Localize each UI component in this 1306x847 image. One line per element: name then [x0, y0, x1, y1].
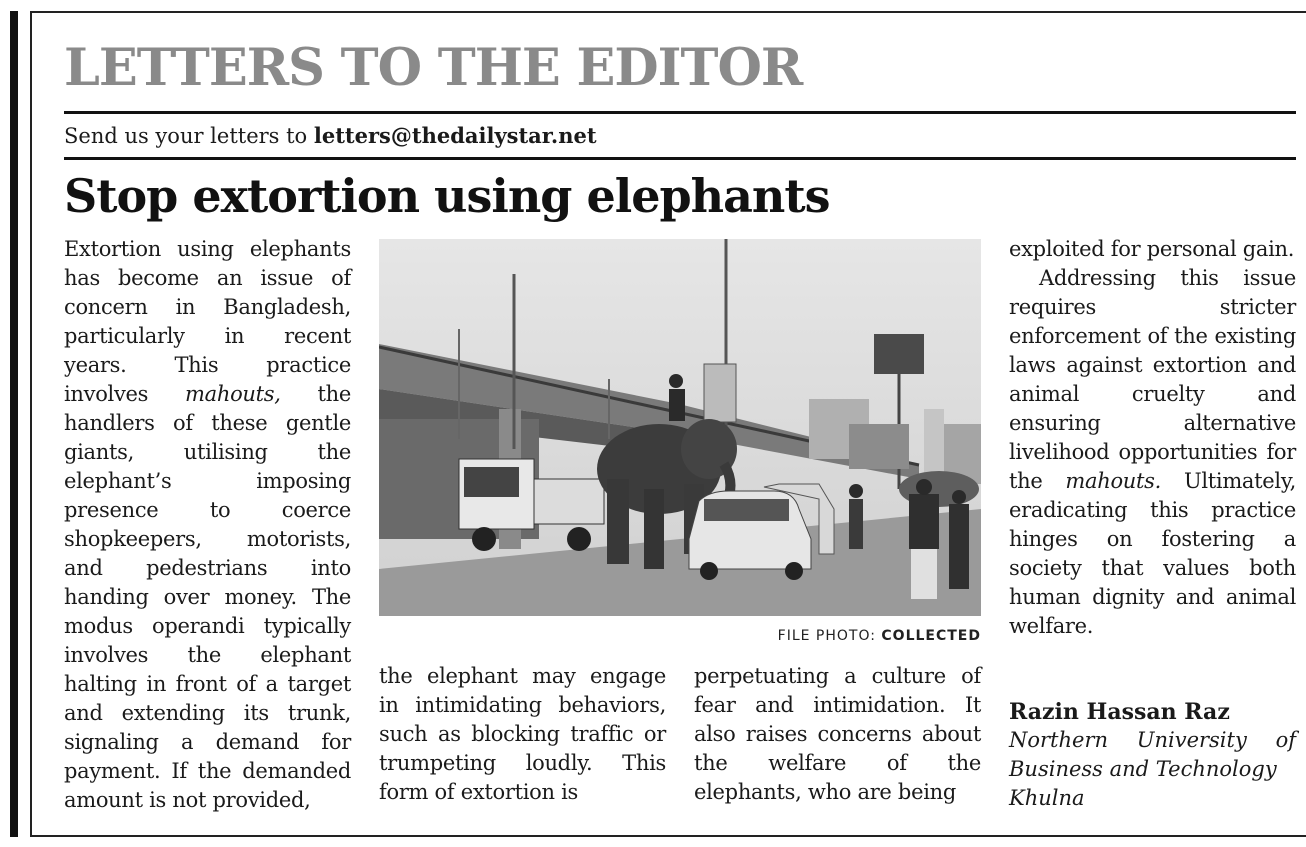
- col5-text-b: Ultimately, eradicating this practice hinges on fostering a society that values both human dignity and animal welfare.: [1009, 469, 1296, 638]
- elephant-street-photo: [379, 239, 981, 616]
- author-affiliation: [1009, 726, 1296, 813]
- frame-bottom-border: [30, 835, 1306, 837]
- col5-paragraph-1: exploited for personal gain.: [1009, 237, 1295, 261]
- col5-text-a: Addressing this issue requires stricter enforcement of the existing laws against extortion and animal cruelty and ensuring alternative livelihood opportunities for the: [1009, 266, 1296, 493]
- letters-email-link[interactable]: letters@thedailystar.net: [313, 123, 597, 148]
- left-accent-bar: [10, 11, 18, 837]
- article-column-3: [379, 662, 666, 807]
- article-column-5: [1009, 235, 1296, 641]
- photo-caption-prefix: FILE PHOTO:: [777, 628, 882, 644]
- col5-paragraph-2: [1009, 264, 1296, 641]
- col5-text-mahouts: mahouts.: [1065, 469, 1162, 493]
- affiliation-line-1: Northern University of Business and Technology: [1009, 728, 1296, 781]
- article-column-4: [694, 662, 981, 807]
- affiliation-line-2: Khulna: [1009, 786, 1085, 810]
- col1-text-mahouts: mahouts,: [185, 382, 281, 406]
- send-letters-line: [64, 121, 597, 151]
- article-column-1: [64, 235, 351, 815]
- col1-text-a: Extortion using elephants has become an issue of concern in Bangladesh, particularly in recent years. This practice involves: [64, 237, 351, 406]
- photo-caption: [379, 628, 981, 644]
- letter-author: Razin Hassan Raz: [1009, 699, 1230, 725]
- section-title: LETTERS TO THE EDITOR: [64, 38, 803, 98]
- article-headline: Stop extortion using elephants: [64, 169, 830, 223]
- send-letters-prefix: Send us your letters to: [64, 124, 314, 148]
- frame-left-border: [30, 11, 32, 837]
- col3-text: the elephant may engage in intimidating behaviors, such as blocking traffic or trumpeting loudly. This form of extortion is: [379, 664, 666, 804]
- col1-text-b: the handlers of these gentle giants, utilising the elephant’s imposing presence to coerce shopkeepers, motorists, and pedestrians into handing over money. The modus operandi typically involves the elephant halting in front of a target and extending its trunk, signaling a demand for payment. If the demanded amount is not provided,: [64, 382, 351, 812]
- col4-text: perpetuating a culture of fear and intimidation. It also raises concerns about the welfare of the elephants, who are being: [694, 664, 981, 804]
- frame-top-border: [30, 11, 1306, 13]
- article-photo: [379, 239, 981, 616]
- photo-caption-credit: COLLECTED: [881, 628, 981, 644]
- section-rule-bottom: [64, 157, 1296, 160]
- section-rule-top: [64, 111, 1296, 114]
